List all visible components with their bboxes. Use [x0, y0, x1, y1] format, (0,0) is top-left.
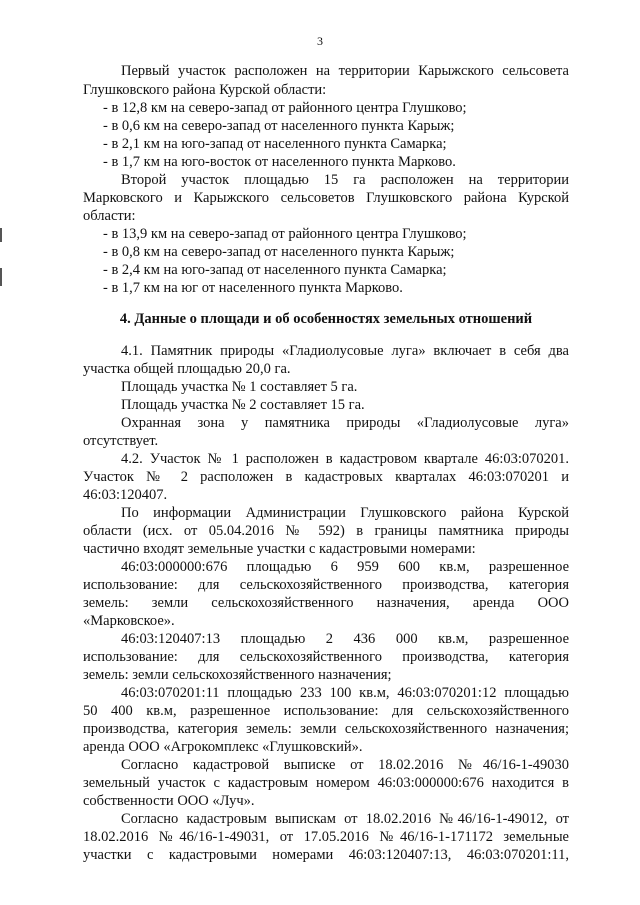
- list-item: - в 2,4 км на юго-запад от населенного пункта Самарка;: [103, 262, 447, 278]
- list-item: - в 1,7 км на юго-восток от населенного пункта Марково.: [103, 154, 456, 170]
- text-line: Согласно кадастровым выпискам от 18.02.2016 №46/16-1-49012, от: [121, 811, 569, 827]
- text-line: 50 400 кв.м, разрешенное использование: для сельскохозяйственного: [83, 703, 569, 719]
- text-line: Охранная зона у памятника природы «Гладиолусовые луга»: [121, 415, 569, 431]
- text-line: 4.1. Памятник природы «Гладиолусовые луга» включает в себя два: [121, 343, 569, 359]
- text-line: использование: для сельскохозяйственного производства, категория: [83, 649, 569, 665]
- text-line: собственности ООО «Луч».: [83, 793, 255, 809]
- text-line: 46:03:120407.: [83, 487, 168, 503]
- list-item: - в 1,7 км на юг от населенного пункта Марково.: [103, 280, 403, 296]
- text-line: земель: земли сельскохозяйственного назначения, аренда ООО: [83, 595, 569, 611]
- list-item: - в 0,8 км на северо-запад от населенного пункта Карыж;: [103, 244, 455, 260]
- text-line: частично входят земельные участки с кадастровыми номерами:: [83, 541, 476, 557]
- text-line: производства, категория земель: земли сельскохозяйственного назначения;: [83, 721, 569, 737]
- text-line: Второй участок площадью 15 га расположен на территории: [121, 172, 569, 188]
- text-line: Участок № 2 расположен в кадастровых кварталах 46:03:070201 и: [83, 469, 569, 485]
- text-line: Первый участок расположен на территории Карыжского сельсовета: [121, 63, 569, 79]
- text-line: Согласно кадастровой выписке от 18.02.2016 №46/16-1-49030: [121, 757, 569, 773]
- text-line: 46:03:000000:676 площадью 6 959 600 кв.м, разрешенное: [121, 559, 569, 575]
- scan-edge-mark: [0, 228, 2, 242]
- text-line: 46:03:120407:13 площадью 2 436 000 кв.м, разрешенное: [121, 631, 569, 647]
- text-line: области (исх. от 05.04.2016 № 592) в границы памятника природы: [83, 523, 569, 539]
- list-item: - в 0,6 км на северо-запад от населенного пункта Карыж;: [103, 118, 455, 134]
- text-line: участка общей площадью 20,0 га.: [83, 361, 291, 377]
- list-item: - в 2,1 км на юго-запад от населенного пункта Самарка;: [103, 136, 447, 152]
- text-line: «Марковское».: [83, 613, 175, 629]
- text-line: По информации Администрации Глушковского района Курской: [121, 505, 569, 521]
- text-line: области:: [83, 208, 136, 224]
- text-line: аренда ООО «Агрокомплекс «Глушковский».: [83, 739, 363, 755]
- text-line: Площадь участка № 2 составляет 15 га.: [121, 397, 365, 413]
- scan-edge-mark: [0, 268, 2, 286]
- text-line: Марковского и Карыжского сельсоветов Глушковского района Курской: [83, 190, 569, 206]
- text-line: 4.2. Участок № 1 расположен в кадастровом квартале 46:03:070201.: [121, 451, 569, 467]
- list-item: - в 12,8 км на северо-запад от районного центра Глушково;: [103, 100, 467, 116]
- text-line: земельный участок с кадастровым номером 46:03:000000:676 находится в: [83, 775, 569, 791]
- list-item: - в 13,9 км на северо-запад от районного центра Глушково;: [103, 226, 467, 242]
- page-number: 3: [317, 34, 323, 48]
- text-line: использование: для сельскохозяйственного производства, категория: [83, 577, 569, 593]
- text-line: Глушковского района Курской области:: [83, 82, 327, 98]
- text-line: отсутствует.: [83, 433, 159, 449]
- text-line: Площадь участка № 1 составляет 5 га.: [121, 379, 358, 395]
- text-line: участки с кадастровыми номерами 46:03:120407:13, 46:03:070201:11,: [83, 847, 569, 863]
- text-line: 18.02.2016 №46/16-1-49031, от 17.05.2016 №46/16-1-171172 земельные: [83, 829, 569, 845]
- text-line: земель: земли сельскохозяйственного назначения;: [83, 667, 392, 683]
- text-line: 46:03:070201:11 площадью 233 100 кв.м, 46:03:070201:12 площадью: [121, 685, 569, 701]
- section-heading: 4. Данные о площади и об особенностях земельных отношений: [119, 311, 533, 327]
